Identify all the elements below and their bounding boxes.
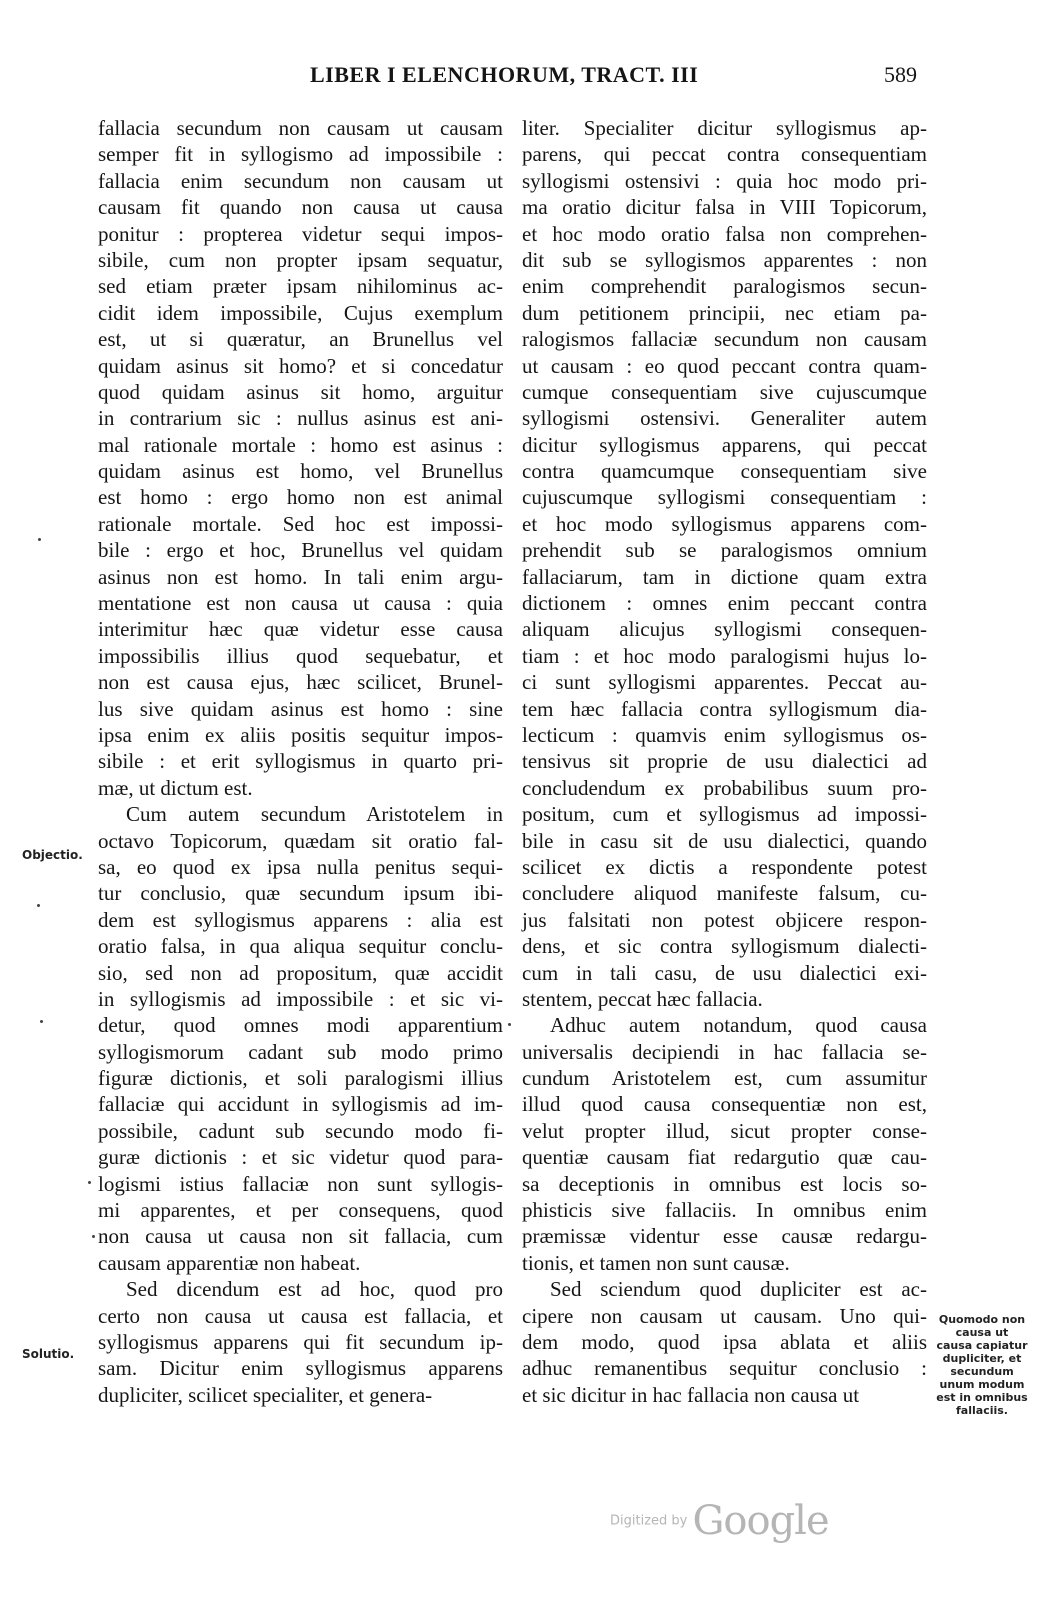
text-line: dit sub se syllogismos apparentes : non (522, 247, 927, 272)
text-line: detur, quod omnes modi apparentium (98, 1013, 503, 1038)
text-line: sibile, cum non propter ipsam sequatur, (98, 247, 503, 272)
text-line: tensivus sit proprie de usu dialectici ad (522, 749, 927, 774)
text-line: enim comprehendit paralogismos secun- (522, 274, 927, 299)
text-line: mæ, ut dictum est. (98, 775, 253, 800)
text-line: universalis decipiendi in hac fallacia se- (522, 1039, 927, 1064)
text-line: ponitur : propterea videtur sequi impos- (98, 221, 503, 246)
text-line: ut causam : eo quod peccant contra quam- (522, 353, 927, 378)
watermark-prefix: Digitized by (610, 1513, 688, 1529)
text-line: quidam asinus sit homo? et si concedatur (98, 353, 503, 378)
text-line: tiam : et hoc modo paralogismi hujus lo- (522, 643, 927, 668)
text-line: phisticis sive fallaciis. In omnibus enim (522, 1198, 927, 1223)
text-line: certo non causa ut causa est fallacia, et (98, 1303, 503, 1328)
text-line: cum in tali casu, de usu dialectici exi- (522, 960, 927, 985)
text-line: guræ dictionis : et sic videtur quod para- (98, 1145, 503, 1170)
text-line: dem est syllogismus apparens : alia est (98, 907, 503, 932)
text-line: sibile : et erit syllogismus in quarto pri- (98, 749, 503, 774)
text-line: cumque consequentiam sive cujuscumque (522, 379, 927, 404)
text-line: scilicet ex dictis a respondente potest (522, 854, 927, 879)
text-line: dum petitionem principii, nec etiam pa- (522, 300, 927, 325)
text-line: syllogismi ostensivi : quia hoc modo pri- (522, 168, 927, 193)
scan-speck (508, 1023, 511, 1026)
page-header (0, 62, 1049, 94)
text-line: tionis, et tamen non sunt causæ. (522, 1250, 790, 1275)
text-line: dens, et sic contra syllogismum dialecti- (522, 934, 927, 959)
text-line: est homo : ergo homo non est animal (98, 485, 503, 510)
text-line: fallacia secundum non causam ut causam (98, 116, 503, 140)
text-line: non causa ut causa non sit fallacia, cum (98, 1224, 503, 1249)
text-line: dupliciter, scilicet specialiter, et genera- (98, 1382, 433, 1407)
text-line: logismi istius fallaciæ non sunt syllogis- (98, 1171, 503, 1196)
scan-speck (92, 1235, 95, 1238)
text-line: octavo Topicorum, quædam sit oratio fal- (98, 828, 503, 853)
text-line: stentem, peccat hæc fallacia. (522, 986, 763, 1011)
text-line: bile in casu sit de usu dialectici, quando (522, 828, 927, 853)
text-line: liter. Specialiter dicitur syllogismus ap- (522, 116, 927, 140)
text-line: fallaciæ qui accidunt in syllogismis ad im- (98, 1092, 503, 1117)
text-line: mentatione est non causa ut causa : quia (98, 591, 503, 616)
text-line: et hoc modo oratio falsa non comprehen- (522, 221, 927, 246)
text-line: oratio falsa, in qua aliqua sequitur conclu- (98, 934, 503, 959)
text-line: jus falsitati non potest objicere respon- (522, 907, 927, 932)
text-line: lecticum : quamvis enim syllogismus os- (522, 722, 927, 747)
text-line: dictionem : omnes enim peccant contra (522, 591, 927, 616)
text-line: impossibilis illius quod sequebatur, et (98, 643, 503, 668)
text-line: parens, qui peccat contra consequentiam (522, 142, 927, 167)
text-line: semper fit in syllogismo ad impossibile : (98, 142, 503, 167)
running-title: LIBER I ELENCHORUM, TRACT. III (310, 62, 699, 87)
text-line: concludere aliquod manifeste falsum, cu- (522, 881, 927, 906)
text-line: sed etiam præter ipsam nihilominus ac- (98, 274, 503, 299)
text-line: et hoc modo syllogismus apparens com- (522, 511, 927, 536)
text-line: præmissæ videntur esse causæ redargu- (522, 1224, 927, 1249)
text-line: sio, sed non ad propositum, quæ accidit (98, 960, 503, 985)
google-logo: Google (692, 1498, 829, 1544)
text-line: Sed sciendum quod dupliciter est ac- (550, 1277, 927, 1302)
text-line: contra quamcumque consequentiam sive (522, 459, 927, 484)
text-line: velut propter illud, sicut propter conse- (522, 1118, 927, 1143)
text-line: concludendum ex probabilibus suum pro- (522, 775, 927, 800)
text-line: sa, eo quod ex ipsa nulla penitus sequi- (98, 854, 503, 879)
text-line: causam apparentiæ non habeat. (98, 1250, 361, 1275)
text-line: figuræ dictionis, et soli paralogismi illius (98, 1066, 503, 1091)
text-line: Sed dicendum est ad hoc, quod pro (126, 1277, 503, 1302)
text-line: lus sive quidam asinus est homo : sine (98, 696, 503, 721)
text-line: bile : ergo et hoc, Brunellus vel quidam (98, 538, 503, 563)
text-line: ma oratio dicitur falsa in VIII Topicorum, (522, 195, 927, 220)
text-line: tur conclusio, quæ secundum ipsum ibi- (98, 881, 503, 906)
margin-note-objectio: Objectio. (22, 848, 83, 862)
text-line: mi apparentes, et per consequens, quod (98, 1198, 503, 1223)
text-line: illud quod causa consequentiæ non est, (522, 1092, 927, 1117)
text-line: syllogismorum cadant sub modo primo (98, 1039, 503, 1064)
text-line: non est causa ejus, hæc scilicet, Brunel- (98, 670, 503, 695)
text-line: fallaciarum, tam in dictione quam extra (522, 564, 927, 589)
text-line: est, ut si quæratur, an Brunellus vel (98, 327, 503, 352)
text-line: cundum Aristotelem est, cum assumitur (522, 1066, 927, 1091)
text-line: sa deceptionis in omnibus est locis so- (522, 1171, 927, 1196)
page-number: 589 (884, 62, 917, 87)
text-line: syllogismus apparens qui fit secundum ip- (98, 1329, 503, 1354)
text-line: fallacia enim secundum non causam ut (98, 168, 503, 193)
text-line: dem modo, quod ipsa ablata et aliis (522, 1329, 927, 1354)
text-line: in contrarium sic : nullus asinus est ani- (98, 406, 503, 431)
text-line: positum, cum et syllogismus ad impossi- (522, 802, 927, 827)
text-line: rationale mortale. Sed hoc est impossi- (98, 511, 503, 536)
text-line: prehendit sub se paralogismos omnium (522, 538, 927, 563)
right-text-column (522, 115, 927, 1408)
text-line: adhuc remanentibus sequitur conclusio : (522, 1356, 927, 1381)
text-line: Adhuc autem notandum, quod causa (550, 1013, 927, 1038)
text-line: in syllogismis ad impossibile : et sic vi- (98, 986, 503, 1011)
margin-note-solutio: Solutio. (22, 1347, 75, 1361)
text-line: Cum autem secundum Aristotelem in (126, 802, 503, 827)
text-line: cujuscumque syllogismi consequentiam : (522, 485, 927, 510)
text-line: sam. Dicitur enim syllogismus apparens (98, 1356, 503, 1381)
text-line: possibile, cadunt sub secundo modo fi- (98, 1118, 503, 1143)
text-line: syllogismi ostensivi. Generaliter autem (522, 406, 927, 431)
text-line: quentiæ causam fiat redargutio quæ cau- (522, 1145, 927, 1170)
left-text-column (98, 115, 503, 1408)
scan-speck (40, 1020, 43, 1023)
text-line: ipsa enim ex aliis positis sequitur impos- (98, 722, 503, 747)
text-line: aliquam alicujus syllogismi consequen- (522, 617, 927, 642)
text-line: asinus non est homo. In tali enim argu- (98, 564, 503, 589)
text-line: cipere non causam ut causam. Uno qui- (522, 1303, 927, 1328)
text-line: ralogismos fallaciæ secundum non causam (522, 327, 927, 352)
text-line: dicitur syllogismus apparens, qui peccat (522, 432, 927, 457)
text-line: mal rationale mortale : homo est asinus : (98, 432, 503, 457)
text-line: tem hæc fallacia contra syllogismum dia- (522, 696, 927, 721)
digitized-by-google-watermark (610, 1498, 829, 1544)
text-line: quod quidam asinus sit homo, arguitur (98, 379, 503, 404)
scan-speck (88, 1181, 91, 1184)
text-line: quidam asinus est homo, vel Brunellus (98, 459, 503, 484)
scan-speck (38, 538, 41, 541)
text-line: interimitur hæc quæ videtur esse causa (98, 617, 503, 642)
text-line: causam fit quando non causa ut causa (98, 195, 503, 220)
text-line: ci sunt syllogismi apparentes. Peccat au- (522, 670, 927, 695)
margin-note-quomodo: Quomodo non causa ut causa capiatur dupliciter, et secundum unum modum est in omnibus fallaciis. (936, 1313, 1028, 1417)
text-line: et sic dicitur in hac fallacia non causa ut (522, 1382, 860, 1407)
scan-speck (37, 904, 40, 907)
text-line: cidit idem impossibile, Cujus exemplum (98, 300, 503, 325)
